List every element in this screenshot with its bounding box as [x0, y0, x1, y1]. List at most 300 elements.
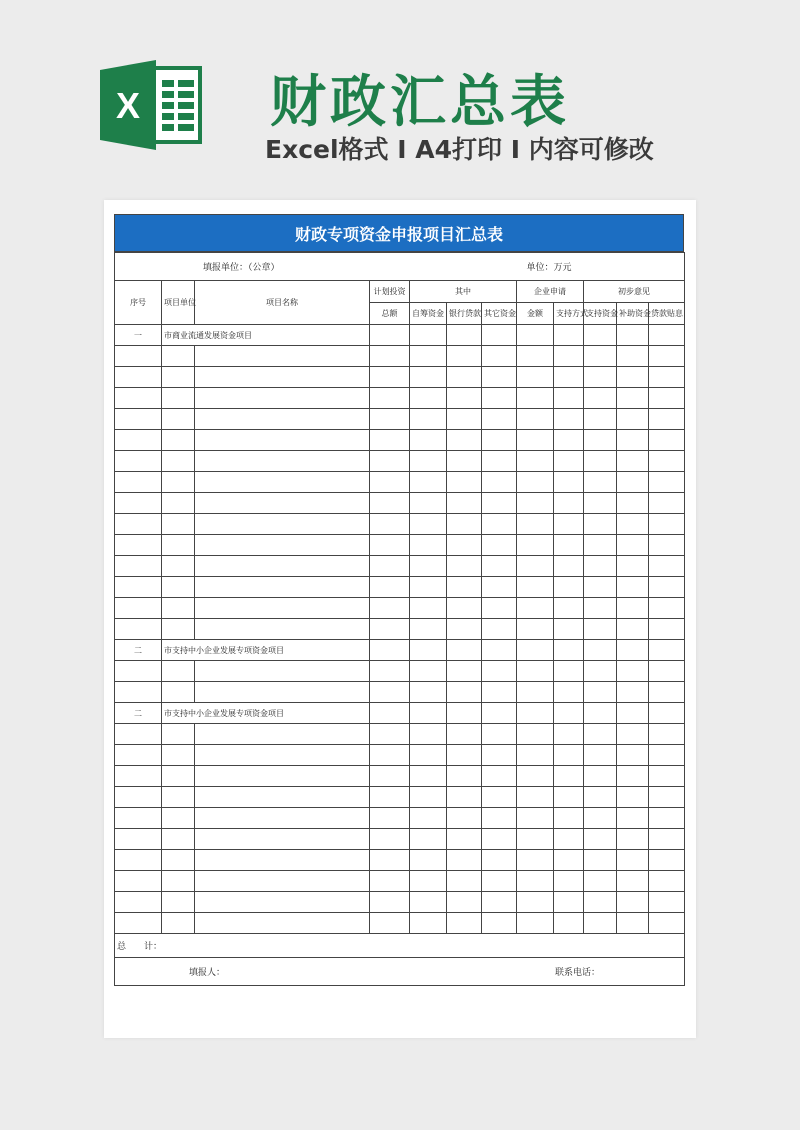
table-cell[interactable] — [617, 409, 649, 430]
table-cell[interactable] — [115, 556, 162, 577]
table-cell[interactable] — [370, 325, 410, 346]
table-cell[interactable] — [482, 766, 517, 787]
table-cell[interactable] — [370, 892, 410, 913]
table-cell[interactable] — [517, 892, 554, 913]
table-cell[interactable] — [584, 472, 617, 493]
table-cell[interactable] — [617, 724, 649, 745]
table-cell[interactable] — [162, 724, 195, 745]
table-cell[interactable] — [584, 640, 617, 661]
table-cell[interactable] — [410, 829, 447, 850]
table-cell[interactable] — [517, 871, 554, 892]
table-cell[interactable] — [649, 409, 685, 430]
table-cell[interactable] — [447, 346, 482, 367]
table-cell[interactable] — [370, 829, 410, 850]
table-cell[interactable] — [162, 451, 195, 472]
table-cell[interactable] — [649, 535, 685, 556]
table-cell[interactable] — [617, 787, 649, 808]
table-cell[interactable] — [554, 850, 584, 871]
table-cell[interactable] — [370, 451, 410, 472]
table-cell[interactable] — [482, 325, 517, 346]
table-cell[interactable] — [584, 409, 617, 430]
table-cell[interactable] — [447, 577, 482, 598]
table-cell[interactable] — [649, 787, 685, 808]
table-cell[interactable] — [482, 829, 517, 850]
table-cell[interactable] — [584, 598, 617, 619]
table-cell[interactable] — [115, 514, 162, 535]
table-cell[interactable] — [554, 808, 584, 829]
table-cell[interactable] — [410, 493, 447, 514]
table-cell[interactable] — [617, 556, 649, 577]
table-cell[interactable] — [162, 535, 195, 556]
table-cell[interactable] — [195, 661, 370, 682]
table-cell[interactable] — [617, 808, 649, 829]
table-cell[interactable] — [517, 619, 554, 640]
table-cell[interactable] — [115, 367, 162, 388]
table-cell[interactable] — [447, 766, 482, 787]
table-cell[interactable] — [447, 703, 482, 724]
table-cell[interactable] — [617, 745, 649, 766]
table-cell[interactable] — [482, 388, 517, 409]
table-cell[interactable] — [162, 367, 195, 388]
table-cell[interactable] — [649, 451, 685, 472]
table-cell[interactable] — [649, 913, 685, 934]
table-cell[interactable] — [584, 661, 617, 682]
table-cell[interactable] — [410, 850, 447, 871]
table-cell[interactable] — [554, 640, 584, 661]
table-cell[interactable] — [517, 850, 554, 871]
table-cell[interactable] — [370, 556, 410, 577]
table-cell[interactable] — [447, 850, 482, 871]
table-cell[interactable] — [370, 787, 410, 808]
table-cell[interactable] — [447, 745, 482, 766]
table-cell[interactable] — [584, 514, 617, 535]
table-cell[interactable] — [195, 829, 370, 850]
section-seq[interactable]: 二 — [115, 703, 162, 724]
table-cell[interactable] — [195, 472, 370, 493]
table-cell[interactable] — [554, 556, 584, 577]
table-cell[interactable] — [410, 388, 447, 409]
table-cell[interactable] — [649, 829, 685, 850]
table-cell[interactable] — [482, 619, 517, 640]
table-cell[interactable] — [370, 367, 410, 388]
table-cell[interactable] — [617, 451, 649, 472]
table-cell[interactable] — [162, 472, 195, 493]
section-name[interactable]: 市支持中小企业发展专项资金项目 — [162, 640, 370, 661]
table-cell[interactable] — [370, 724, 410, 745]
table-cell[interactable] — [162, 493, 195, 514]
table-cell[interactable] — [649, 367, 685, 388]
table-cell[interactable] — [649, 493, 685, 514]
table-cell[interactable] — [115, 451, 162, 472]
table-cell[interactable] — [617, 430, 649, 451]
table-cell[interactable] — [584, 493, 617, 514]
table-cell[interactable] — [447, 556, 482, 577]
table-cell[interactable] — [584, 430, 617, 451]
table-cell[interactable] — [195, 388, 370, 409]
table-cell[interactable] — [115, 661, 162, 682]
table-cell[interactable] — [162, 577, 195, 598]
table-cell[interactable] — [482, 451, 517, 472]
table-cell[interactable] — [195, 598, 370, 619]
table-cell[interactable] — [410, 703, 447, 724]
table-cell[interactable] — [410, 808, 447, 829]
table-cell[interactable] — [447, 892, 482, 913]
table-cell[interactable] — [447, 409, 482, 430]
table-cell[interactable] — [410, 724, 447, 745]
table-cell[interactable] — [649, 892, 685, 913]
table-cell[interactable] — [584, 535, 617, 556]
table-cell[interactable] — [554, 514, 584, 535]
table-cell[interactable] — [447, 913, 482, 934]
table-cell[interactable] — [617, 598, 649, 619]
table-cell[interactable] — [115, 409, 162, 430]
table-cell[interactable] — [115, 871, 162, 892]
table-cell[interactable] — [617, 640, 649, 661]
table-cell[interactable] — [162, 661, 195, 682]
table-cell[interactable] — [195, 682, 370, 703]
table-cell[interactable] — [195, 367, 370, 388]
table-cell[interactable] — [649, 577, 685, 598]
table-cell[interactable] — [482, 745, 517, 766]
table-cell[interactable] — [115, 577, 162, 598]
table-cell[interactable] — [554, 892, 584, 913]
table-cell[interactable] — [617, 514, 649, 535]
table-cell[interactable] — [410, 913, 447, 934]
table-cell[interactable] — [584, 325, 617, 346]
table-cell[interactable] — [617, 619, 649, 640]
table-cell[interactable] — [482, 661, 517, 682]
table-cell[interactable] — [447, 472, 482, 493]
table-cell[interactable] — [482, 787, 517, 808]
table-cell[interactable] — [370, 661, 410, 682]
table-cell[interactable] — [447, 829, 482, 850]
table-cell[interactable] — [447, 325, 482, 346]
table-cell[interactable] — [554, 661, 584, 682]
table-cell[interactable] — [410, 556, 447, 577]
table-cell[interactable] — [370, 703, 410, 724]
table-cell[interactable] — [195, 745, 370, 766]
table-cell[interactable] — [115, 598, 162, 619]
table-cell[interactable] — [370, 430, 410, 451]
table-cell[interactable] — [410, 619, 447, 640]
table-cell[interactable] — [195, 514, 370, 535]
table-cell[interactable] — [617, 661, 649, 682]
table-cell[interactable] — [649, 703, 685, 724]
table-cell[interactable] — [649, 661, 685, 682]
table-cell[interactable] — [517, 535, 554, 556]
table-cell[interactable] — [649, 556, 685, 577]
table-cell[interactable] — [410, 661, 447, 682]
table-cell[interactable] — [517, 787, 554, 808]
table-cell[interactable] — [410, 745, 447, 766]
table-cell[interactable] — [410, 472, 447, 493]
table-cell[interactable] — [370, 493, 410, 514]
table-cell[interactable] — [649, 745, 685, 766]
table-cell[interactable] — [617, 871, 649, 892]
table-cell[interactable] — [370, 682, 410, 703]
table-cell[interactable] — [517, 640, 554, 661]
table-cell[interactable] — [584, 703, 617, 724]
table-cell[interactable] — [554, 829, 584, 850]
table-cell[interactable] — [554, 472, 584, 493]
table-cell[interactable] — [115, 766, 162, 787]
table-cell[interactable] — [482, 598, 517, 619]
table-cell[interactable] — [584, 766, 617, 787]
table-cell[interactable] — [517, 346, 554, 367]
table-cell[interactable] — [410, 409, 447, 430]
table-cell[interactable] — [115, 829, 162, 850]
table-cell[interactable] — [195, 808, 370, 829]
table-cell[interactable] — [517, 682, 554, 703]
table-cell[interactable] — [517, 367, 554, 388]
table-cell[interactable] — [554, 766, 584, 787]
table-cell[interactable] — [410, 640, 447, 661]
table-cell[interactable] — [162, 787, 195, 808]
table-cell[interactable] — [115, 913, 162, 934]
table-cell[interactable] — [195, 787, 370, 808]
table-cell[interactable] — [482, 493, 517, 514]
table-cell[interactable] — [162, 745, 195, 766]
table-cell[interactable] — [162, 598, 195, 619]
table-cell[interactable] — [447, 430, 482, 451]
table-cell[interactable] — [115, 787, 162, 808]
table-cell[interactable] — [649, 598, 685, 619]
table-cell[interactable] — [482, 850, 517, 871]
table-cell[interactable] — [517, 472, 554, 493]
table-cell[interactable] — [649, 388, 685, 409]
table-cell[interactable] — [370, 640, 410, 661]
table-cell[interactable] — [162, 514, 195, 535]
table-cell[interactable] — [584, 892, 617, 913]
table-cell[interactable] — [617, 388, 649, 409]
table-cell[interactable] — [162, 871, 195, 892]
table-cell[interactable] — [482, 577, 517, 598]
table-cell[interactable] — [584, 346, 617, 367]
table-cell[interactable] — [554, 388, 584, 409]
table-cell[interactable] — [115, 535, 162, 556]
table-cell[interactable] — [517, 493, 554, 514]
table-cell[interactable] — [195, 577, 370, 598]
table-cell[interactable] — [370, 535, 410, 556]
table-cell[interactable] — [584, 724, 617, 745]
table-cell[interactable] — [649, 472, 685, 493]
table-cell[interactable] — [115, 892, 162, 913]
table-cell[interactable] — [617, 829, 649, 850]
table-cell[interactable] — [162, 913, 195, 934]
table-cell[interactable] — [482, 682, 517, 703]
table-cell[interactable] — [447, 640, 482, 661]
table-cell[interactable] — [617, 850, 649, 871]
table-cell[interactable] — [410, 787, 447, 808]
table-cell[interactable] — [410, 451, 447, 472]
table-cell[interactable] — [447, 808, 482, 829]
table-cell[interactable] — [410, 367, 447, 388]
table-cell[interactable] — [584, 556, 617, 577]
table-cell[interactable] — [617, 682, 649, 703]
table-cell[interactable] — [554, 745, 584, 766]
table-cell[interactable] — [482, 703, 517, 724]
table-cell[interactable] — [517, 430, 554, 451]
table-cell[interactable] — [370, 619, 410, 640]
table-cell[interactable] — [195, 493, 370, 514]
table-cell[interactable] — [584, 388, 617, 409]
table-cell[interactable] — [517, 451, 554, 472]
table-cell[interactable] — [649, 640, 685, 661]
table-cell[interactable] — [617, 346, 649, 367]
table-cell[interactable] — [649, 871, 685, 892]
table-cell[interactable] — [584, 850, 617, 871]
table-cell[interactable] — [162, 829, 195, 850]
table-cell[interactable] — [447, 451, 482, 472]
table-cell[interactable] — [370, 346, 410, 367]
table-cell[interactable] — [115, 724, 162, 745]
table-cell[interactable] — [617, 892, 649, 913]
table-cell[interactable] — [447, 598, 482, 619]
table-cell[interactable] — [410, 892, 447, 913]
table-cell[interactable] — [517, 724, 554, 745]
table-cell[interactable] — [617, 535, 649, 556]
table-cell[interactable] — [115, 388, 162, 409]
table-cell[interactable] — [482, 913, 517, 934]
table-cell[interactable] — [195, 451, 370, 472]
table-cell[interactable] — [370, 598, 410, 619]
table-cell[interactable] — [517, 514, 554, 535]
table-cell[interactable] — [447, 514, 482, 535]
table-cell[interactable] — [584, 682, 617, 703]
table-cell[interactable] — [517, 808, 554, 829]
table-cell[interactable] — [370, 409, 410, 430]
table-cell[interactable] — [162, 808, 195, 829]
table-cell[interactable] — [115, 619, 162, 640]
table-cell[interactable] — [162, 430, 195, 451]
table-cell[interactable] — [517, 325, 554, 346]
table-cell[interactable] — [584, 619, 617, 640]
table-cell[interactable] — [554, 682, 584, 703]
table-cell[interactable] — [482, 346, 517, 367]
table-cell[interactable] — [195, 850, 370, 871]
table-cell[interactable] — [584, 451, 617, 472]
table-cell[interactable] — [195, 409, 370, 430]
table-cell[interactable] — [649, 682, 685, 703]
table-cell[interactable] — [649, 325, 685, 346]
reporter-label[interactable]: 填报人： — [189, 968, 226, 978]
table-cell[interactable] — [410, 325, 447, 346]
table-cell[interactable] — [482, 871, 517, 892]
section-name[interactable]: 市支持中小企业发展专项资金项目 — [162, 703, 370, 724]
table-cell[interactable] — [617, 367, 649, 388]
table-cell[interactable] — [554, 577, 584, 598]
table-cell[interactable] — [649, 619, 685, 640]
table-cell[interactable] — [482, 409, 517, 430]
table-cell[interactable] — [410, 514, 447, 535]
table-cell[interactable] — [447, 724, 482, 745]
table-cell[interactable] — [115, 430, 162, 451]
table-cell[interactable] — [447, 682, 482, 703]
table-cell[interactable] — [195, 871, 370, 892]
table-cell[interactable] — [554, 535, 584, 556]
table-cell[interactable] — [517, 913, 554, 934]
table-cell[interactable] — [370, 472, 410, 493]
table-cell[interactable] — [195, 556, 370, 577]
table-cell[interactable] — [554, 871, 584, 892]
table-cell[interactable] — [517, 661, 554, 682]
table-cell[interactable] — [115, 472, 162, 493]
table-cell[interactable] — [410, 346, 447, 367]
table-cell[interactable] — [195, 766, 370, 787]
table-cell[interactable] — [649, 766, 685, 787]
table-cell[interactable] — [482, 808, 517, 829]
table-cell[interactable] — [517, 766, 554, 787]
table-cell[interactable] — [410, 871, 447, 892]
table-cell[interactable] — [447, 493, 482, 514]
table-cell[interactable] — [482, 514, 517, 535]
table-cell[interactable] — [447, 388, 482, 409]
table-cell[interactable] — [584, 871, 617, 892]
table-cell[interactable] — [649, 430, 685, 451]
table-cell[interactable] — [554, 913, 584, 934]
table-cell[interactable] — [554, 787, 584, 808]
section-seq[interactable]: 二 — [115, 640, 162, 661]
table-cell[interactable] — [115, 850, 162, 871]
table-cell[interactable] — [584, 787, 617, 808]
table-cell[interactable] — [410, 430, 447, 451]
table-cell[interactable] — [649, 346, 685, 367]
table-cell[interactable] — [195, 430, 370, 451]
table-cell[interactable] — [162, 766, 195, 787]
table-cell[interactable] — [584, 808, 617, 829]
table-cell[interactable] — [517, 577, 554, 598]
table-cell[interactable] — [162, 619, 195, 640]
table-cell[interactable] — [410, 577, 447, 598]
table-cell[interactable] — [115, 745, 162, 766]
table-cell[interactable] — [447, 661, 482, 682]
table-cell[interactable] — [162, 892, 195, 913]
phone-label[interactable]: 联系电话： — [555, 968, 601, 978]
table-cell[interactable] — [162, 388, 195, 409]
table-cell[interactable] — [115, 346, 162, 367]
table-cell[interactable] — [162, 409, 195, 430]
table-cell[interactable] — [617, 703, 649, 724]
table-cell[interactable] — [584, 745, 617, 766]
table-cell[interactable] — [517, 409, 554, 430]
table-cell[interactable] — [410, 766, 447, 787]
table-cell[interactable] — [370, 577, 410, 598]
table-cell[interactable] — [649, 850, 685, 871]
table-cell[interactable] — [410, 535, 447, 556]
table-cell[interactable] — [517, 745, 554, 766]
table-cell[interactable] — [370, 745, 410, 766]
table-cell[interactable] — [370, 514, 410, 535]
table-cell[interactable] — [482, 556, 517, 577]
table-cell[interactable] — [410, 598, 447, 619]
table-cell[interactable] — [370, 388, 410, 409]
table-cell[interactable] — [649, 724, 685, 745]
table-cell[interactable] — [162, 556, 195, 577]
table-cell[interactable] — [370, 808, 410, 829]
table-cell[interactable] — [649, 514, 685, 535]
table-cell[interactable] — [162, 850, 195, 871]
table-cell[interactable] — [584, 913, 617, 934]
table-cell[interactable] — [195, 346, 370, 367]
table-cell[interactable] — [195, 619, 370, 640]
table-cell[interactable] — [554, 619, 584, 640]
table-cell[interactable] — [617, 577, 649, 598]
table-cell[interactable] — [370, 850, 410, 871]
table-cell[interactable] — [554, 367, 584, 388]
table-cell[interactable] — [617, 766, 649, 787]
table-cell[interactable] — [447, 619, 482, 640]
section-seq[interactable]: 一 — [115, 325, 162, 346]
